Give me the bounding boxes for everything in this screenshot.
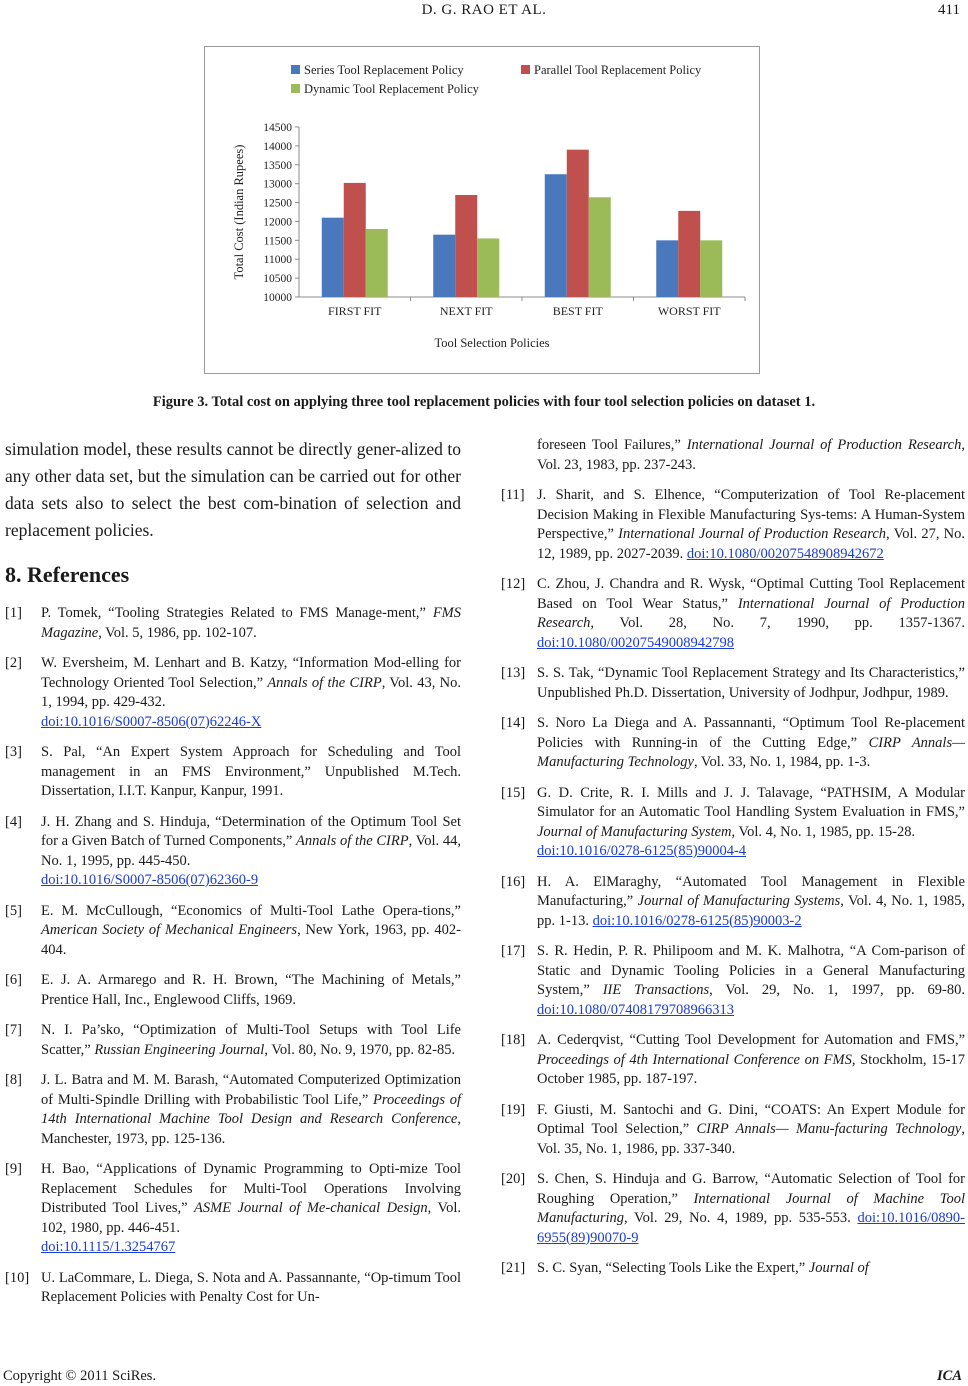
header-authors: D. G. RAO ET AL. (421, 2, 547, 18)
reference-number: [19] (501, 1101, 526, 1118)
reference-text (41, 1021, 461, 1060)
reference-citation: H. Bao, “Applications of Dynamic Programming to Opti-mize Tool Replacement Schedules for Multi-Tool Operations Involving Distributed Tool Lives,” (41, 1161, 461, 1216)
bar-series-1 (433, 235, 455, 297)
reference-number: [7] (5, 1022, 22, 1038)
page-number: 411 (938, 2, 960, 18)
reference-text (537, 784, 965, 862)
reference-source: Journal of (808, 1260, 869, 1276)
bar-series-2 (545, 174, 567, 297)
reference-entry (5, 1160, 461, 1258)
reference-text (537, 873, 965, 932)
reference-citation: U. LaCommare, L. Diega, S. Nota and A. Passannante, “Op-timum Tool Replacement Policies with Penalty Cost for Un- (41, 1269, 461, 1305)
doi-link[interactable]: doi:10.1080/00207548908942672 (686, 545, 884, 562)
reference-citation: S. Pal, “An Expert System Approach for Scheduling and Tool management in an FMS Environment,” Unpublished M.Tech. Dissertation, I.I.T. Kanpur, Kanpur, 1991. (41, 744, 461, 799)
reference-text (41, 604, 461, 643)
reference-entry (501, 1170, 965, 1248)
reference-number: [3] (5, 744, 22, 760)
reference-details: , Vol. 4, No. 1, 1985, pp. 15-28. (731, 823, 916, 840)
reference-text (537, 664, 965, 703)
reference-text (537, 1031, 965, 1090)
reference-source: American Society of Mechanical Engineers (41, 922, 298, 938)
reference-entry (5, 902, 461, 961)
reference-source: International Journal of Production Research (618, 526, 887, 542)
reference-details: , Vol. 29, No. 4, 1989, pp. 535-553. (624, 1210, 858, 1226)
reference-number: [1] (5, 605, 22, 621)
reference-number: [16] (501, 873, 526, 890)
reference-text (537, 942, 965, 1020)
reference-number: [4] (5, 813, 22, 830)
reference-entry (5, 971, 461, 1010)
reference-details: , New York, 1963, pp. 402-404. (41, 922, 461, 958)
bar-dynamic-1 (477, 238, 499, 297)
reference-details: , Manchester, 1973, pp. 125-136. (41, 1111, 461, 1147)
reference-source: Journal of Manufacturing Systems (637, 893, 841, 909)
reference-number: [6] (5, 972, 22, 988)
reference-source: IIE Transactions (602, 982, 710, 998)
reference-details: , Vol. 43, No. 1, 1994, pp. 429-432. (41, 674, 461, 710)
reference-citation: S. Noro La Diega and A. Passannanti, “Optimum Tool Re-placement Policies with Running-in of the Cutting Edge,” (537, 715, 965, 751)
reference-number: [12] (501, 576, 526, 592)
y-tick-label: 11000 (263, 254, 292, 267)
reference-citation: F. Giusti, M. Santochi and G. Dini, “COATS: An Expert Module for Optimal Tool Selection,” (537, 1101, 965, 1137)
reference-details: , Vol. 27, No. 12, 1989, pp. 2027-2039. (537, 526, 966, 562)
reference-source: International Journal of Machine Tool Manufacturing (537, 1190, 965, 1226)
running-header (0, 0, 968, 30)
legend-swatch (521, 65, 530, 74)
bar-dynamic-0 (366, 229, 388, 297)
body-paragraph: simulation model, these results cannot be directly gener-alized to any other data set, but the simulation can be carried out for other data sets also to select the best com-bination of selection and replacement policies. (5, 439, 461, 540)
reference-entry (501, 873, 965, 932)
reference-text (41, 813, 461, 891)
reference-entry (501, 486, 965, 564)
reference-number: [10] (5, 1269, 30, 1286)
section-title: 8. References (5, 562, 130, 587)
reference-citation: A. Cederqvist, “Cutting Tool Development for Automation and FMS,” (537, 1032, 965, 1048)
reference-entry (501, 575, 965, 653)
bar-chart (205, 47, 759, 373)
reference-citation: E. M. McCullough, “Economics of Multi-Tool Lathe Opera-tions,” (41, 902, 461, 919)
reference-entry (5, 1021, 461, 1060)
y-tick-label: 14500 (263, 122, 292, 134)
y-axis-title: Total Cost (Indian Rupees) (232, 144, 246, 280)
reference-source: Annals of the CIRP (296, 833, 409, 849)
y-tick-label: 11500 (263, 235, 292, 248)
doi-link[interactable]: doi:10.1080/00207549008942798 (537, 634, 734, 651)
reference-citation: S. S. Tak, “Dynamic Tool Replacement Strategy and Its Characteristics,” Unpublished Ph.D. Dissertation, University of Jodhpur, Jodhpur, 1989. (537, 665, 965, 701)
left-column (5, 436, 461, 1319)
doi-link[interactable]: doi:10.1016/S0007-8506(07)62246-X (41, 713, 262, 730)
reference-source: CIRP Annals— Manu-facturing Technology (696, 1121, 962, 1137)
reference-source: Proceedings of 4th International Conference on FMS (537, 1051, 852, 1068)
reference-text (41, 1269, 461, 1308)
reference-source: Russian Engineering Journal (94, 1041, 265, 1058)
reference-number: [8] (5, 1072, 22, 1088)
reference-citation: S. R. Hedin, P. R. Philipoom and M. K. Malhotra, “A Com-parison of Static and Dynamic Tooling Policies in a General Manufacturing System,” (537, 943, 965, 998)
doi-link[interactable]: doi:10.1115/1.3254767 (41, 1239, 176, 1255)
reference-entry (501, 714, 965, 773)
reference-entry (501, 1101, 965, 1160)
reference-details: , Vol. 28, No. 7, 1990, pp. 1357-1367. (590, 615, 965, 631)
reference-text (537, 714, 965, 773)
bar-parallel-2 (567, 150, 589, 297)
y-tick-label: 10000 (263, 292, 292, 304)
x-tick-label: BEST FIT (552, 304, 603, 318)
reference-number: [2] (5, 655, 22, 671)
reference-entry (501, 664, 965, 703)
reference-details: , Vol. 4, No. 1, 1985, pp. 1-13. (537, 893, 965, 929)
reference-citation: P. Tomek, “Tooling Strategies Related to FMS Manage-ment,” (41, 605, 433, 621)
reference-entry (501, 1031, 965, 1090)
reference-citation: G. D. Crite, R. I. Mills and J. J. Talavage, “PATHSIM, A Modular Simulator for an Automatic Tool Handling System Evaluation in FMS,” (537, 784, 965, 820)
reference-citation: J. Sharit, and S. Elhence, “Computerization of Tool Re-placement Decision Making in Flexible Manufacturing Sys-tems: A Human-System Perspective,” (537, 487, 965, 542)
reference-number: [20] (501, 1171, 526, 1187)
y-tick-label: 12500 (263, 197, 292, 210)
reference-text (537, 1259, 965, 1279)
reference-entry (5, 654, 461, 732)
x-tick-label: FIRST FIT (328, 304, 382, 318)
reference-text (537, 1170, 965, 1248)
figure-caption: Figure 3. Total cost on applying three tool replacement policies with four tool selection policies on dataset 1. (152, 394, 816, 410)
bar-parallel-3 (678, 211, 700, 297)
y-tick-label: 13500 (263, 159, 292, 172)
reference-details: , Vol. 29, No. 1, 1997, pp. 69-80. (709, 982, 966, 998)
doi-link[interactable]: doi:10.1016/0278-6125(85)90003-2 (592, 912, 802, 929)
reference-entry (501, 436, 965, 475)
reference-source: CIRP Annals—Manufacturing Technology (537, 734, 965, 770)
y-tick-label: 12000 (263, 216, 292, 229)
reference-number: [11] (501, 487, 525, 503)
reference-list-left (5, 604, 461, 1308)
reference-details: , Vol. 80, No. 9, 1970, pp. 82-85. (264, 1041, 456, 1058)
reference-citation: S. C. Syan, “Selecting Tools Like the Expert,” (537, 1260, 809, 1276)
y-tick-label: 14000 (263, 140, 292, 153)
bar-series-0 (322, 218, 344, 297)
reference-citation: W. Eversheim, M. Lenhart and B. Katzy, “Information Mod-elling for Technology Oriented Tool Selection,” (41, 655, 461, 691)
reference-list-right (501, 436, 965, 1279)
reference-number: [9] (5, 1161, 22, 1177)
doi-link[interactable]: doi:10.1016/0278-6125(85)90004-4 (537, 843, 747, 859)
reference-text (41, 902, 461, 961)
x-tick-label: NEXT FIT (439, 304, 493, 318)
reference-number: [5] (5, 902, 22, 919)
legend-label: Dynamic Tool Replacement Policy (304, 82, 479, 96)
y-tick-label: 10500 (263, 273, 292, 286)
doi-link[interactable]: doi:10.1016/S0007-8506(07)62360-9 (41, 872, 259, 888)
reference-text (537, 486, 965, 564)
reference-text (41, 971, 461, 1010)
reference-source: ASME Journal of Me-chanical Design (194, 1200, 428, 1216)
reference-entry (501, 784, 965, 862)
legend-label: Parallel Tool Replacement Policy (534, 63, 702, 77)
reference-entry (5, 1269, 461, 1308)
reference-source: International Journal of Production Research (537, 595, 965, 631)
reference-text (537, 436, 965, 475)
reference-citation: H. A. ElMaraghy, “Automated Tool Management in Flexible Manufacturing,” (537, 873, 965, 909)
reference-number: [13] (501, 665, 526, 681)
reference-entry (501, 1259, 965, 1279)
reference-number: [18] (501, 1032, 526, 1048)
reference-entry (5, 604, 461, 643)
reference-citation: J. L. Batra and M. M. Barash, “Automated Computerized Optimization of Multi-Spindle Drilling with Probabilistic Tool Life,” (41, 1072, 461, 1108)
bar-series-3 (656, 240, 678, 297)
reference-number: [15] (501, 784, 526, 801)
reference-citation: E. J. A. Armarego and R. H. Brown, “The Machining of Metals,” Prentice Hall, Inc., Englewood Cliffs, 1969. (41, 972, 461, 1008)
reference-number: [14] (501, 715, 526, 731)
reference-entry (501, 942, 965, 1020)
reference-details: , Vol. 23, 1983, pp. 237-243. (537, 437, 965, 473)
reference-entry (5, 813, 461, 891)
bar-parallel-1 (455, 195, 477, 297)
y-tick-label: 13000 (263, 178, 292, 191)
reference-entry (5, 1071, 461, 1149)
reference-details: , Vol. 102, 1980, pp. 446-451. (41, 1200, 462, 1236)
legend-swatch (291, 65, 300, 74)
reference-source: International Journal of Production Research (686, 437, 962, 453)
reference-number: [21] (501, 1260, 526, 1276)
reference-details: , Vol. 35, No. 1, 1986, pp. 337-340. (537, 1121, 965, 1157)
x-tick-label: WORST FIT (657, 304, 721, 318)
reference-text (41, 743, 461, 802)
legend-swatch (291, 84, 300, 93)
reference-text (41, 1071, 461, 1149)
bar-dynamic-3 (700, 240, 722, 297)
reference-source: Proceedings of 14th International Machine Tool Design and Research Conference (41, 1091, 461, 1127)
reference-source: FMS Magazine (41, 605, 461, 641)
reference-citation: foreseen Tool Failures,” (537, 437, 687, 453)
copyright-notice: Copyright © 2011 SciRes. (3, 1368, 157, 1384)
bar-parallel-0 (344, 183, 366, 297)
reference-citation: S. Chen, S. Hinduja and G. Barrow, “Automatic Selection of Tool for Roughing Operation,” (537, 1171, 965, 1207)
reference-details: , Vol. 44, No. 1, 1995, pp. 445-450. (41, 833, 461, 869)
legend-label: Series Tool Replacement Policy (304, 63, 464, 77)
bar-dynamic-2 (589, 197, 611, 297)
reference-citation: J. H. Zhang and S. Hinduja, “Determination of the Optimum Tool Set for a Given Batch of Turned Components,” (41, 813, 461, 849)
figure-frame (204, 46, 760, 374)
reference-citation: C. Zhou, J. Chandra and R. Wysk, “Optimal Cutting Tool Replacement Based on Tool Wear Status,” (537, 576, 965, 612)
reference-text (41, 654, 461, 732)
reference-text (537, 1101, 965, 1160)
reference-text (41, 1160, 461, 1258)
reference-details: , Vol. 5, 1986, pp. 102-107. (98, 624, 257, 641)
x-axis-title: Tool Selection Policies (434, 336, 550, 350)
journal-abbrev: ICA (937, 1368, 962, 1384)
right-column (501, 436, 965, 1290)
reference-source: Journal of Manufacturing System (537, 823, 732, 840)
reference-details: , Vol. 33, No. 1, 1984, pp. 1-3. (693, 754, 871, 770)
doi-link[interactable]: doi:10.1016/0890-6955(89)90070-9 (537, 1210, 965, 1246)
doi-link[interactable]: doi:10.1080/07408179708966313 (537, 1001, 734, 1018)
reference-text (537, 575, 965, 653)
reference-source: Annals of the CIRP (267, 674, 382, 691)
reference-number: [17] (501, 943, 526, 959)
reference-citation: N. I. Pa’sko, “Optimization of Multi-Tool Setups with Tool Life Scatter,” (41, 1022, 461, 1058)
reference-details: , Stockholm, 15-17 October 1985, pp. 187-197. (537, 1051, 965, 1087)
reference-entry (5, 743, 461, 802)
